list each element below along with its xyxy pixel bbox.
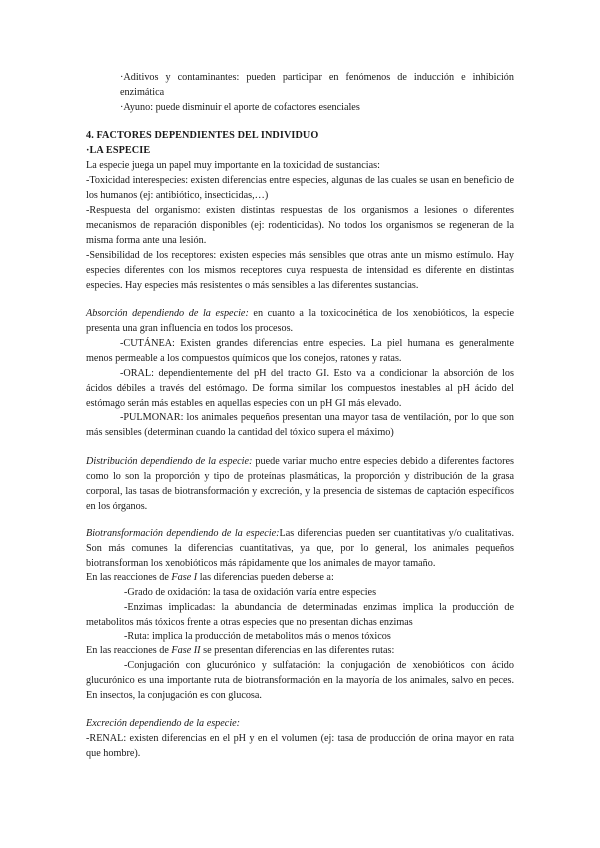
fase1-term: Fase I	[171, 572, 198, 583]
especie-intro: La especie juega un papel muy importante en la toxicidad de sustancias:	[86, 160, 380, 171]
excrecion-title-text: Excreción dependiendo de la especie:	[86, 718, 241, 729]
cutanea-paragraph: -CUTÁNEA: Existen grandes diferencias entre especies. La piel humana es generalmente menos permeable a los compuestos químicos que los conejos, ratones y ratas.	[86, 338, 514, 364]
ruta-paragraph: -Ruta: implica la producción de metabolitos más o menos tóxicos	[124, 631, 391, 642]
section-heading: 4. FACTORES DEPENDIENTES DEL INDIVIDUO	[86, 130, 319, 141]
distribucion-title: Distribución dependiendo de la especie:	[86, 456, 253, 467]
absorcion-text: en cuanto a la toxicocinética de los xenobióticos, la especie presenta una gran influencia en todos los procesos.	[86, 308, 514, 334]
biotransformacion-paragraph	[86, 526, 514, 571]
absorcion-title: Absorción dependiendo de la especie:	[86, 308, 249, 319]
respuesta-paragraph: -Respuesta del organismo: existen distintas respuestas de los organismos a lesiones o diferentes mecanismos de reparación disponibles (ej: rodenticidas). No todos los organismos se regeneran de la misma forma ante una lesión.	[86, 205, 514, 246]
section-subheading: ·LA ESPECIE	[86, 145, 151, 156]
ayuno-paragraph: ·Ayuno: puede disminuir el aporte de cofactores esenciales	[120, 102, 360, 113]
biotransformacion-title: Biotransformación dependiendo de la especie:	[86, 528, 280, 539]
fase2-paragraph	[86, 643, 514, 658]
toxicidad-paragraph: -Toxicidad interespecies: existen diferencias entre especies, algunas de las cuales se usan en beneficio de los humanos (ej: antibiótico, insecticidas,…)	[86, 175, 514, 201]
conjugacion-paragraph: -Conjugación con glucurónico y sulfatación: la conjugación de xenobióticos con ácido glucurónico es una importante ruta de biotransformación en la mayoría de los animales, salvo en peces. En insectos, la conjugación es con glucosa.	[86, 660, 514, 701]
sensibilidad-paragraph: -Sensibilidad de los receptores: existen especies más sensibles que otras ante un mismo estímulo. Hay especies diferentes con los mismos receptores cuya respuesta de intensidad es diferente en distintas especies. Hay especies más resistentes o más sensibles a las diferentes sustancias.	[86, 250, 514, 291]
excrecion-title	[86, 716, 514, 731]
renal-paragraph: -RENAL: existen diferencias en el pH y en el volumen (ej: tasa de producción de orina mayor en rata que hombre).	[86, 733, 514, 759]
fase1-paragraph	[86, 570, 514, 585]
fase2-term: Fase II	[171, 645, 201, 656]
aditivos-paragraph: ·Aditivos y contaminantes: pueden participar en fenómenos de inducción e inhibición enzimática	[120, 72, 514, 98]
distribucion-paragraph	[86, 454, 514, 514]
enzimas-paragraph: -Enzimas implicadas: la abundancia de determinadas enzimas implica la producción de metabolitos más tóxicos frente a otras especies que no presentan dichas enzimas	[86, 602, 514, 628]
pulmonar-paragraph: -PULMONAR: los animales pequeños presentan una mayor tasa de ventilación, por lo que son más sensibles (determinan cuando la cantidad del tóxico supera el máximo)	[86, 412, 514, 438]
biotransformacion-text: Las diferencias pueden ser cuantitativas y/o cualitativas. Son más comunes la diferencias cuantitativas, ya que, por lo general, los animales pequeños biotransforman los xenobióticos más rápidamente que los animales de mayor tamaño.	[86, 528, 515, 569]
grado-paragraph: -Grado de oxidación: la tasa de oxidación varía entre especies	[124, 587, 377, 598]
fase2-post: se presentan diferencias en las diferentes rutas:	[200, 645, 395, 656]
oral-paragraph: -ORAL: dependientemente del pH del tracto GI. Esto va a condicionar la absorción de los ácidos débiles a través del estómago. De forma similar los compuestos inestables al pH ácido del estómago serán más estables en aquellas especies con un pH GI más elevado.	[86, 368, 514, 409]
fase2-pre: En las reacciones de	[86, 645, 172, 656]
absorcion-paragraph	[86, 306, 514, 336]
fase1-post: las diferencias pueden deberse a:	[197, 572, 334, 583]
distribucion-text: puede variar mucho entre especies debido a diferentes factores como lo son la proporción y tipo de proteínas plasmáticas, la proporción y distribución de la grasa corporal, las tasas de biotransformación y excreción, y la presencia de sistemas de captación específicos en los órganos.	[86, 456, 514, 512]
fase1-pre: En las reacciones de	[86, 572, 172, 583]
